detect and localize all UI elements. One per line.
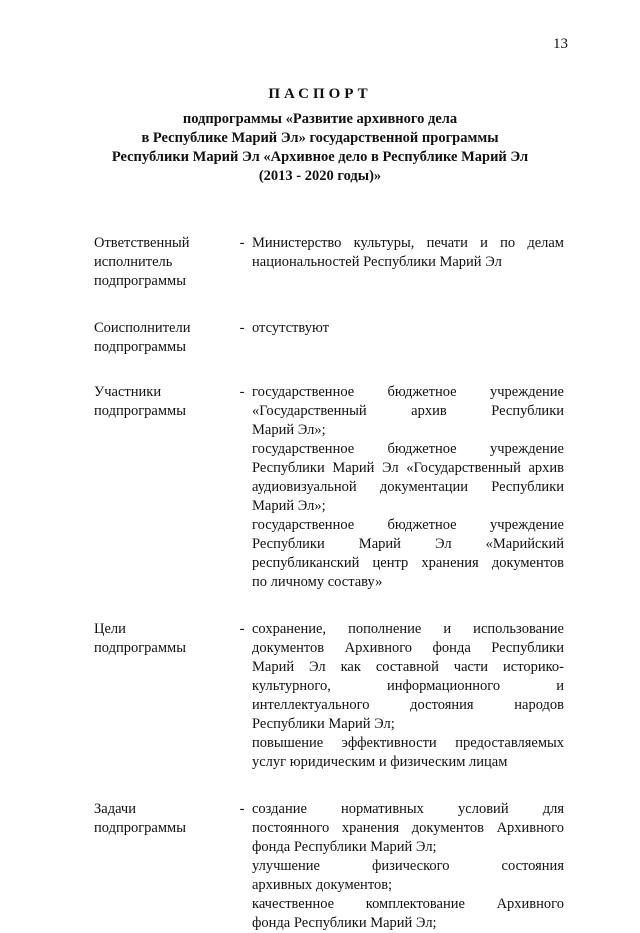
row-value bbox=[252, 234, 564, 291]
value-line: интеллектуального достояния народов bbox=[252, 697, 564, 713]
value-line: улучшение физического состояния bbox=[252, 858, 564, 874]
subtitle-line: Республики Марий Эл «Архивное дело в Республике Марий Эл bbox=[111, 149, 529, 165]
label-line: Соисполнители bbox=[94, 320, 191, 336]
value-line: Республики Марий Эл «Государственный архив bbox=[252, 460, 564, 476]
value-line: Марий Эл»; bbox=[252, 422, 326, 438]
row-dash: - bbox=[239, 384, 245, 400]
value-line: Республики Марий Эл; bbox=[252, 716, 395, 732]
value-line: государственное бюджетное учреждение bbox=[252, 517, 564, 533]
value-line: архивных документов; bbox=[252, 877, 393, 893]
value-line: сохранение, пополнение и использование bbox=[252, 621, 564, 637]
value-line: Республики Марий Эл «Марийский bbox=[252, 536, 564, 552]
value-line: государственное бюджетное учреждение bbox=[252, 441, 564, 457]
passport-row-tasks bbox=[94, 800, 574, 933]
passport-row-goals bbox=[94, 620, 574, 772]
page-number: 13 bbox=[553, 36, 568, 52]
row-label bbox=[94, 383, 232, 592]
label-line: подпрограммы bbox=[94, 820, 186, 836]
row-dash: - bbox=[239, 621, 245, 637]
subtitle-line: в Республике Марий Эл» государственной программы bbox=[141, 130, 499, 146]
value-line: услуг юридическим и физическим лицам bbox=[252, 754, 508, 770]
document-subtitle bbox=[60, 110, 580, 186]
label-line: подпрограммы bbox=[94, 403, 186, 419]
label-line: Цели bbox=[94, 621, 126, 637]
row-value bbox=[252, 383, 564, 592]
row-label bbox=[94, 234, 232, 291]
label-line: подпрограммы bbox=[94, 640, 186, 656]
value-line: документов Архивного фонда Республики bbox=[252, 640, 564, 656]
row-label bbox=[94, 800, 232, 933]
passport-row-participants bbox=[94, 383, 574, 592]
row-label bbox=[94, 620, 232, 772]
row-value bbox=[252, 319, 564, 357]
value-line: Марий Эл как составной части историко- bbox=[252, 659, 564, 675]
value-line: государственное бюджетное учреждение bbox=[252, 384, 564, 400]
value-line: Министерство культуры, печати и по делам bbox=[252, 235, 564, 251]
row-dash: - bbox=[239, 320, 245, 336]
row-label bbox=[94, 319, 232, 357]
row-dash: - bbox=[239, 801, 245, 817]
subtitle-line: (2013 - 2020 годы)» bbox=[258, 168, 382, 184]
label-line: подпрограммы bbox=[94, 339, 186, 355]
row-dash: - bbox=[239, 235, 245, 251]
value-line: республиканский центр хранения документов bbox=[252, 555, 564, 571]
value-line: Марий Эл»; bbox=[252, 498, 326, 514]
value-line: фонда Республики Марий Эл; bbox=[252, 915, 437, 931]
value-line: повышение эффективности предоставляемых bbox=[252, 735, 564, 751]
passport-row-coexecutors bbox=[94, 319, 574, 357]
value-line: культурного, информационного и bbox=[252, 678, 564, 694]
label-line: Участники bbox=[94, 384, 162, 400]
passport-table bbox=[94, 234, 574, 933]
label-line: подпрограммы bbox=[94, 273, 186, 289]
value-line: фонда Республики Марий Эл; bbox=[252, 839, 437, 855]
value-line: аудиовизуальной документации Республики bbox=[252, 479, 564, 495]
value-line: постоянного хранения документов Архивного bbox=[252, 820, 564, 836]
value-line: отсутствуют bbox=[252, 320, 329, 336]
passport-row-responsible bbox=[94, 234, 574, 291]
row-value bbox=[252, 620, 564, 772]
value-line: по личному составу» bbox=[252, 574, 383, 590]
label-line: исполнитель bbox=[94, 254, 173, 270]
subtitle-line: подпрограммы «Развитие архивного дела bbox=[182, 111, 458, 127]
document-title: ПАСПОРТ bbox=[268, 86, 372, 102]
value-line: национальностей Республики Марий Эл bbox=[252, 254, 502, 270]
label-line: Ответственный bbox=[94, 235, 190, 251]
label-line: Задачи bbox=[94, 801, 136, 817]
value-line: создание нормативных условий для bbox=[252, 801, 564, 817]
row-value bbox=[252, 800, 564, 933]
value-line: качественное комплектование Архивного bbox=[252, 896, 564, 912]
value-line: «Государственный архив Республики bbox=[252, 403, 564, 419]
